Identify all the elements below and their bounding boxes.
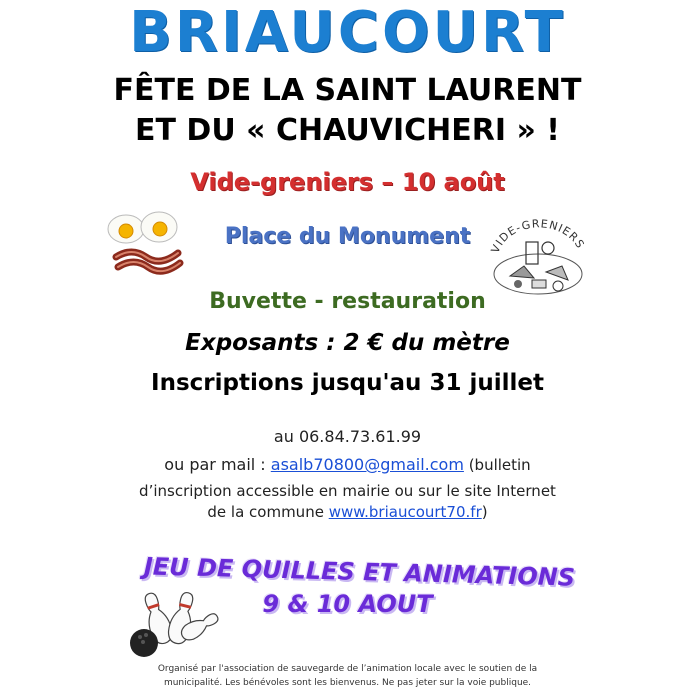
vide-greniers-stamp-icon — [488, 214, 588, 300]
email-link[interactable]: asalb70800@gmail.com — [270, 455, 464, 474]
event-location: Place du Monument — [224, 224, 471, 249]
footer-line1: Organisé par l'association de sauvegarde de l’animation locale avec le soutien de la — [157, 664, 538, 674]
games-dates: 9 & 10 AOUT — [262, 590, 433, 618]
bowling-icon — [128, 585, 220, 661]
contact-website-line — [0, 503, 695, 521]
website-suffix: ) — [481, 503, 488, 521]
town-title: BRIAUCOURT — [129, 0, 566, 65]
fete-title-line1: FÊTE DE LA SAINT LAURENT — [113, 73, 582, 108]
contact-phone: au 06.84.73.61.99 — [273, 427, 422, 446]
fete-title-line2: ET DU « CHAUVICHERI » ! — [135, 113, 560, 148]
contact-bulletin-line: d’inscription accessible en mairie ou sur le site Internet — [139, 482, 556, 500]
buvette-text: Buvette - restauration — [209, 289, 486, 314]
inscriptions-deadline: Inscriptions jusqu'au 31 juillet — [151, 370, 544, 396]
exposants-price: Exposants : 2 € du mètre — [185, 330, 510, 356]
vide-greniers-date: Vide-greniers – 10 août — [190, 168, 505, 196]
games-title: JEU DE QUILLES ET ANIMATIONS — [143, 552, 576, 592]
footer-line2: municipalité. Les bénévoles sont les bienvenus. Ne pas jeter sur la voie publique. — [163, 678, 532, 688]
contact-mail-line — [0, 455, 695, 474]
website-prefix: de la commune — [207, 503, 329, 521]
mail-suffix: (bulletin — [463, 456, 531, 474]
stamp-text: VIDE-GRENIERS — [488, 217, 588, 256]
website-link[interactable]: www.briaucourt70.fr — [328, 503, 482, 521]
mail-prefix: ou par mail : — [164, 455, 271, 474]
